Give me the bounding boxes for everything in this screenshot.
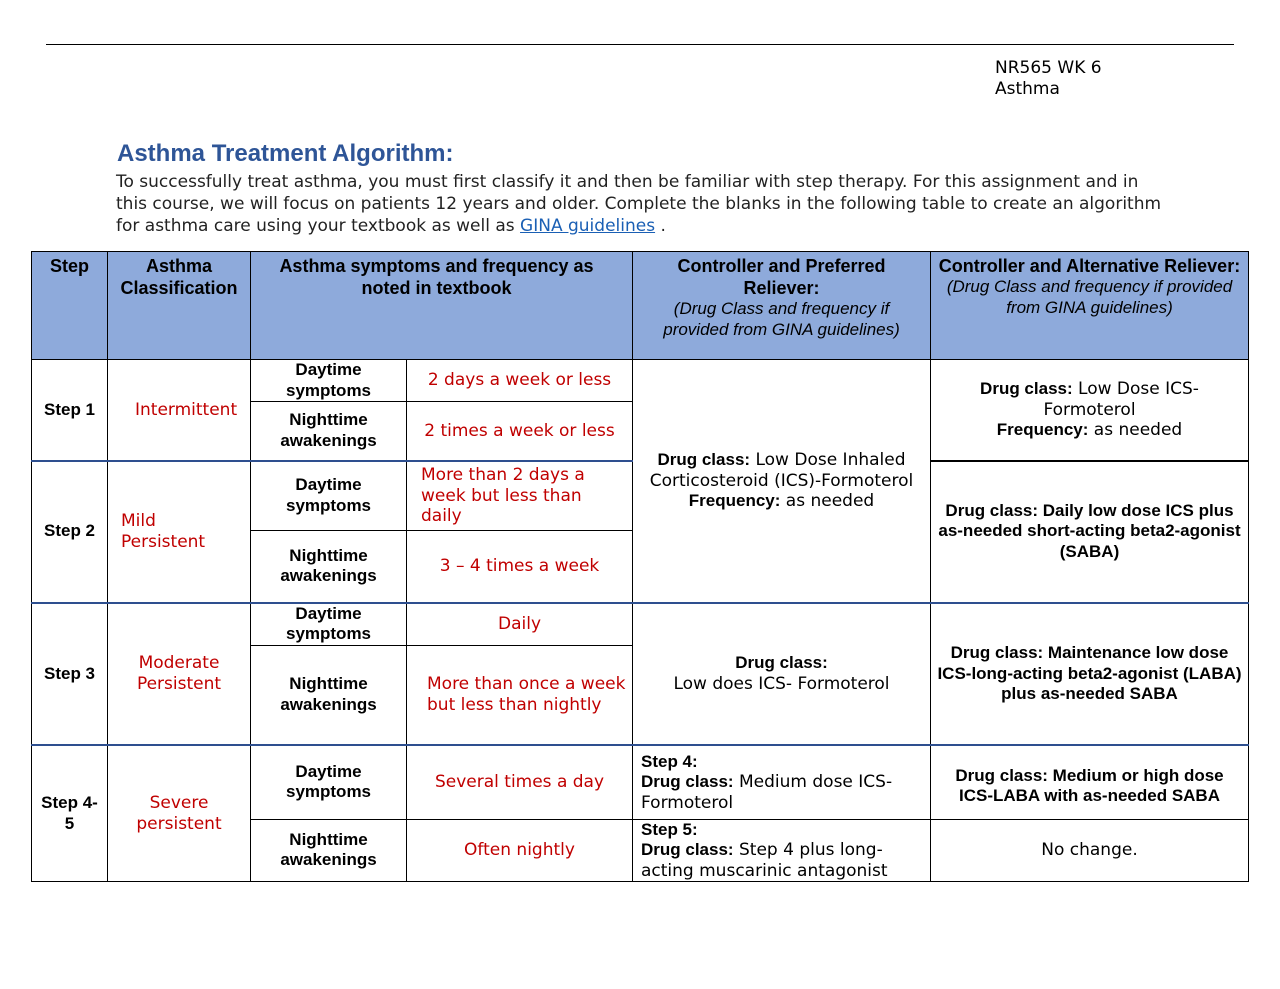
header-preferred-sub: (Drug Class and frequency if provided from GINA guidelines) [663, 299, 900, 339]
step45-nighttime-label: Nighttime awakenings [251, 819, 407, 882]
step45-label: Step 4-5 [32, 745, 108, 882]
step4-preferred [633, 745, 931, 819]
intro-text: To successfully treat asthma, you must first classify it and then be familiar with step therapy. For this assignment and in this course, we will focus on patients 12 years and older. Complete the blanks in the following table to create an algorithm for asthma care using your textbook as well as [116, 172, 1162, 236]
step1-alt-drug: Low Dose ICS-Formoterol [1043, 379, 1199, 420]
step4-label: Step 4: [641, 751, 698, 771]
header-alternative-sub: (Drug Class and frequency if provided from GINA guidelines) [946, 277, 1233, 317]
asthma-treatment-table [31, 251, 1249, 882]
step3-nighttime-value: More than once a week but less than nightly [407, 645, 633, 745]
step1-alternative [931, 360, 1249, 461]
step1-nighttime-label: Nighttime awakenings [251, 402, 407, 461]
steps12-preferred [633, 360, 931, 603]
step3-preferred-drug: Low does ICS- Formoterol [673, 673, 890, 694]
step45-daytime-value: Several times a day [407, 745, 633, 819]
step5-drug: Step 4 plus long-acting muscarinic antagonist [641, 840, 888, 881]
step45-daytime-label: Daytime symptoms [251, 745, 407, 819]
header-preferred-title: Controller and Preferred Reliever: [677, 256, 886, 298]
table-row [32, 745, 1249, 819]
topic: Asthma [995, 79, 1060, 99]
document-header [995, 58, 1102, 100]
step45-nighttime-value: Often nightly [407, 819, 633, 882]
step1-classification: Intermittent [108, 360, 251, 461]
header-preferred [633, 252, 931, 360]
step45-classification: Severe persistent [108, 745, 251, 882]
step45-alternative: Drug class: Medium or high dose ICS-LABA with as-needed SABA [931, 745, 1249, 819]
steps12-preferred-drug: Low Dose Inhaled Corticosteroid (ICS)-Formoterol [649, 450, 914, 491]
header-symptoms: Asthma symptoms and frequency as noted in textbook [251, 252, 633, 360]
intro-paragraph [116, 171, 1166, 237]
step3-preferred [633, 603, 931, 746]
step3-alternative: Drug class: Maintenance low dose ICS-long-acting beta2-agonist (LABA) plus as-needed SABA [931, 603, 1249, 746]
drug-class-label: Drug class: [657, 450, 751, 469]
course-code: NR565 WK 6 [995, 58, 1102, 78]
header-alternative [931, 252, 1249, 360]
header-classification: Asthma Classification [108, 252, 251, 360]
step3-nighttime-label: Nighttime awakenings [251, 645, 407, 745]
frequency-label: Frequency: [688, 491, 781, 510]
step2-nighttime-label: Nighttime awakenings [251, 531, 407, 603]
steps12-preferred-frequency: as needed [780, 491, 875, 511]
table-header-row [32, 252, 1249, 360]
step3-daytime-value: Daily [407, 603, 633, 646]
step2-classification: Mild Persistent [108, 461, 251, 603]
drug-class-label: Drug class: [641, 772, 734, 791]
step3-label: Step 3 [32, 603, 108, 746]
table-row [32, 360, 1249, 402]
header-step: Step [32, 252, 108, 360]
step1-alt-frequency: as needed [1088, 420, 1183, 440]
step3-daytime-label: Daytime symptoms [251, 603, 407, 646]
step2-daytime-label: Daytime symptoms [251, 461, 407, 531]
step1-daytime-label: Daytime symptoms [251, 360, 407, 402]
table-row [32, 603, 1249, 646]
step2-daytime-value: More than 2 days a week but less than daily [407, 461, 633, 531]
frequency-label: Frequency: [996, 420, 1089, 439]
step2-alternative: Drug class: Daily low dose ICS plus as-needed short-acting beta2-agonist (SABA) [931, 461, 1249, 603]
intro-end: . [655, 216, 666, 236]
drug-class-label: Drug class: [641, 840, 734, 859]
page-title: Asthma Treatment Algorithm: [117, 140, 454, 167]
step4-drug: Medium dose ICS-Formoterol [641, 772, 893, 813]
gina-guidelines-link[interactable]: GINA guidelines [520, 216, 656, 236]
step1-label: Step 1 [32, 360, 108, 461]
drug-class-label: Drug class: [735, 653, 828, 673]
step5-label: Step 5: [641, 819, 698, 839]
top-rule [46, 44, 1234, 45]
drug-class-label: Drug class: [980, 379, 1073, 398]
step1-nighttime-value: 2 times a week or less [407, 402, 633, 461]
step1-daytime-value: 2 days a week or less [407, 360, 633, 402]
step3-classification: Moderate Persistent [108, 603, 251, 746]
step5-preferred [633, 819, 931, 882]
step2-label: Step 2 [32, 461, 108, 603]
step45-alternative-night: No change. [931, 819, 1249, 882]
step2-nighttime-value: 3 – 4 times a week [407, 531, 633, 603]
header-alternative-title: Controller and Alternative Reliever: [938, 256, 1241, 276]
